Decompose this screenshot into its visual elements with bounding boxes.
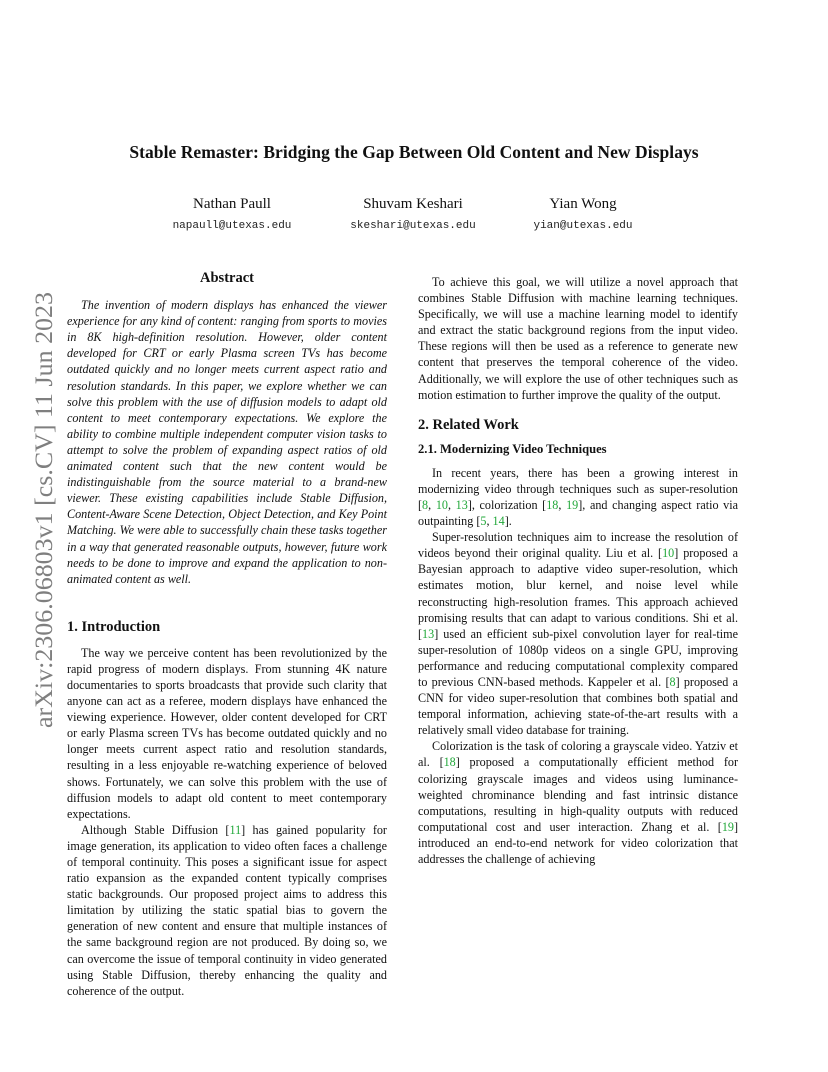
author-block-2 — [328, 195, 498, 232]
author-email[interactable]: napaull@utexas.edu — [172, 220, 292, 232]
intro-paragraph-2: Although Stable Diffusion [11] has gained popularity for image generation, its application to video often faces a challenge of temporal continuity. This poses a significant issue for aspect ratio expansion as the expanded content typically comprises static backgrounds. Our proposed project aims to address this limitation by utilizing the static spatial bias to govern the generation of new content and ensure that multiple instances of the same background region are not produced. By doing so, we can overcome the issue of temporal continuity in video generated using Stable Diffusion, thereby enhancing the quality and coherence of the output. — [67, 822, 387, 998]
citation-link[interactable]: 11 — [229, 822, 242, 837]
abstract-body: The invention of modern displays has enhanced the viewer experience for any kind of content: ranging from sports to movies in 8K high-definition resolution. However, older content developed for CRT or early Plasma screen TVs has become outdated quickly and no longer meets current aspect ratio and resolution standards. In this paper, we explore whether we can solve this problem with the use of diffusion models to adapt old content to meet contemporary expectations. We explore the ability to combine multiple independent computer vision tasks to attempt to solve the problem of expanding aspect ratios of old animated content such that the new content would be indistinguishable from the source material to a brand-new viewer. These existing capabilities include Stable Diffusion, Content-Aware Scene Detection, Object Detection, and Key Point Matching. We were able to successfully chain these tasks together in a way that generated reasonable outputs, however, future work needs to be done to improve and expand the application to non-animated content as well. — [67, 298, 387, 586]
citation-link[interactable]: 18 — [546, 497, 559, 512]
arxiv-stamp-text: arXiv:2306.06803v1 [cs.CV] 11 Jun 2023 — [31, 308, 58, 728]
author-name: Yian Wong — [549, 196, 617, 212]
introduction-heading: 1. Introduction — [67, 618, 161, 635]
related-work-heading: 2. Related Work — [418, 416, 519, 433]
intro-paragraph-1: The way we perceive content has been revolutionized by the rapid progress of modern displays. From stunning 4K nature documentaries to sports broadcasts that provide such clarity that anyone can act as a referee, modern displays have enhanced the viewing experience. However, older content developed for CRT or early Plasma screen TVs has become outdated quickly and no longer meets current aspect ratio and resolution standards, resulting in a less enjoyable re-watching experience of beloved shows. Fortunately, we can solve this problem with the use of diffusion models to adapt old content to meet contemporary expectations. — [67, 645, 387, 821]
author-block-3 — [513, 195, 653, 232]
citation-link[interactable]: 13 — [422, 626, 435, 641]
related-paragraph-3: Colorization is the task of coloring a grayscale video. Yatziv et al. [18] proposed a computationally efficient method for colorizing grayscale images and videos using luminance-weighted chrominance blending and fast intrinsic distance computations, resulting in high-quality outputs with reduced computational cost and user interaction. Zhang et al. [19] introduced an end-to-end network for video colorization that addresses the challenge of achieving — [418, 739, 738, 866]
citation-link[interactable]: 10 — [662, 546, 675, 561]
modernizing-video-subheading: 2.1. Modernizing Video Techniques — [418, 441, 607, 456]
right-column — [418, 274, 738, 867]
related-paragraph-2: Super-resolution techniques aim to increase the resolution of videos beyond their original quality. Liu et al. [10] proposed a Bayesian approach to adaptive video super-resolution, which estimates motion, blur kernel, and noise level while reconstructing high-resolution frames. This approach achieved promising results that can adapt to various conditions. Shi et al. [13] used an efficient sub-pixel convolution layer for real-time super-resolution of 1080p videos on a single GPU, improving performance and reducing computational complexity compared to previous CNN-based methods. Kappeler et al. [8] proposed a CNN for video super-resolution that combines both spatial and temporal information, achieving state-of-the-art results with a relatively small video database for training. — [418, 530, 738, 738]
citation-link[interactable]: 8 — [422, 497, 429, 512]
citation-link[interactable]: 19 — [721, 819, 734, 834]
citation-link[interactable]: 19 — [566, 497, 579, 512]
author-name: Shuvam Keshari — [363, 196, 463, 212]
author-name: Nathan Paull — [193, 196, 271, 212]
citation-link[interactable]: 10 — [435, 497, 448, 512]
citation-link[interactable]: 13 — [455, 497, 468, 512]
citation-link[interactable]: 8 — [669, 674, 676, 689]
author-block-1 — [157, 195, 307, 232]
paper-title: Stable Remaster: Bridging the Gap Between Old Content and New Displays — [129, 142, 699, 162]
related-paragraph-1: In recent years, there has been a growing interest in modernizing video through techniques such as super-resolution [8, 10, 13], colorization [18, 19], and changing aspect ratio via outpainting [5, 14]. — [418, 465, 739, 529]
author-email[interactable]: yian@utexas.edu — [533, 220, 633, 232]
intro-paragraph-3: To achieve this goal, we will utilize a novel approach that combines Stable Diffusion with machine learning techniques. Specifically, we will use a machine learning model to identify and extract the static background regions from the input video. These regions will then be used as a reference to generate new content that preserves the temporal coherence of the video. Additionally, we will explore the use of other techniques such as motion estimation to further improve the quality of the output. — [418, 275, 738, 402]
author-email[interactable]: skeshari@utexas.edu — [350, 220, 476, 232]
citation-link[interactable]: 5 — [480, 514, 487, 529]
left-column — [67, 270, 387, 999]
citation-link[interactable]: 14 — [492, 514, 505, 529]
arxiv-identifier-stamp — [8, 288, 68, 728]
abstract-heading: Abstract — [200, 270, 254, 286]
citation-link[interactable]: 18 — [443, 755, 456, 770]
